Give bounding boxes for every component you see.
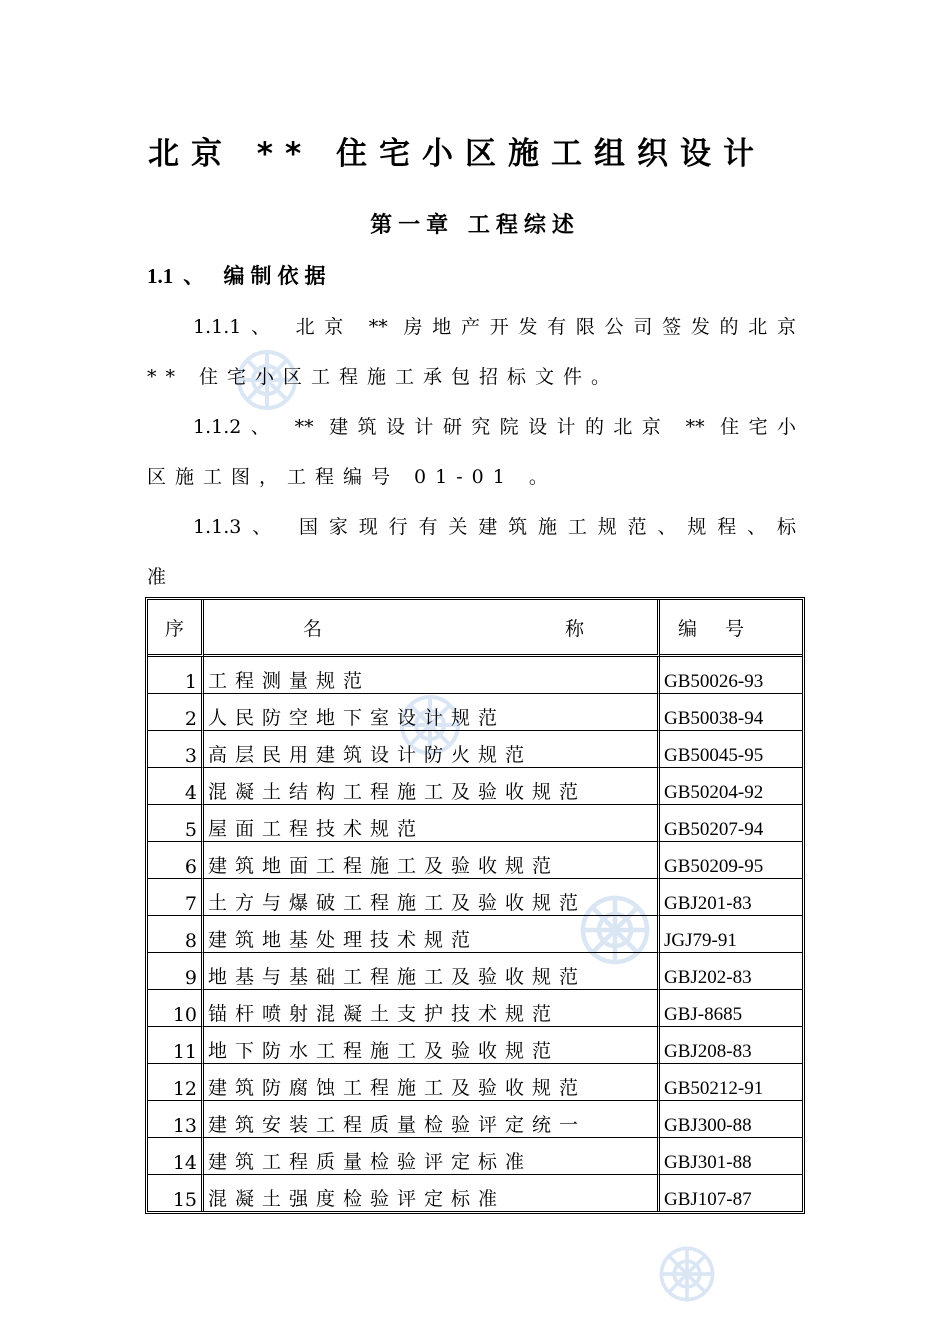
table-row	[148, 990, 802, 1027]
row-code: GBJ208-83	[660, 1027, 802, 1064]
paragraph-3-line-2: 准	[147, 566, 167, 588]
row-code: GB50045-95	[660, 731, 802, 768]
row-code: GBJ201-83	[660, 879, 802, 916]
table-row	[148, 1101, 802, 1138]
row-code: GBJ301-88	[660, 1138, 802, 1175]
row-name: 工程测量规范	[204, 657, 660, 694]
row-name: 地基与基础工程施工及验收规范	[204, 953, 660, 990]
row-seq: 6	[148, 842, 204, 879]
row-name: 建筑防腐蚀工程施工及验收规范	[204, 1064, 660, 1101]
row-seq: 3	[148, 731, 204, 768]
row-seq: 15	[148, 1175, 204, 1211]
row-code: GBJ-8685	[660, 990, 802, 1027]
table-row	[148, 1175, 802, 1211]
row-seq: 11	[148, 1027, 204, 1064]
section-label: 、 编制依据	[183, 264, 332, 288]
header-seq: 序	[148, 600, 204, 657]
paragraph-2-line-2: 区施工图，工程编号 01-01 。	[147, 466, 557, 488]
table-row	[148, 1138, 802, 1175]
paragraph-1-line-2: ** 住宅小区工程施工承包招标文件。	[147, 366, 620, 388]
row-name: 高层民用建筑设计防火规范	[204, 731, 660, 768]
section-number: 1.1	[147, 264, 174, 288]
row-seq: 12	[148, 1064, 204, 1101]
header-code: 编号	[660, 600, 802, 657]
row-seq: 10	[148, 990, 204, 1027]
row-name: 人民防空地下室设计规范	[204, 694, 660, 731]
paragraph-2-line-1: 1.1.2、 ** 建筑设计研究院设计的北京 ** 住宅小	[193, 416, 796, 438]
row-seq: 9	[148, 953, 204, 990]
row-name: 混凝土强度检验评定标准	[204, 1175, 660, 1211]
row-seq: 14	[148, 1138, 204, 1175]
row-name: 建筑地面工程施工及验收规范	[204, 842, 660, 879]
row-code: GB50207-94	[660, 805, 802, 842]
table-header-row	[148, 600, 802, 657]
row-code: GB50204-92	[660, 768, 802, 805]
table-row	[148, 842, 802, 879]
row-name: 混凝土结构工程施工及验收规范	[204, 768, 660, 805]
table-row	[148, 953, 802, 990]
row-code: GB50038-94	[660, 694, 802, 731]
table-row	[148, 805, 802, 842]
row-name: 锚杆喷射混凝土支护技术规范	[204, 990, 660, 1027]
chapter-heading: 第一章 工程综述	[370, 213, 580, 238]
row-seq: 7	[148, 879, 204, 916]
row-seq: 4	[148, 768, 204, 805]
header-name-part-1: 名	[303, 617, 331, 640]
paragraph-3-line-1: 1.1.3、 国家现行有关建筑施工规范、规程、标	[193, 516, 796, 538]
standards-table	[145, 597, 805, 1214]
table-row	[148, 879, 802, 916]
row-code: GBJ202-83	[660, 953, 802, 990]
table-row	[148, 916, 802, 953]
row-seq: 8	[148, 916, 204, 953]
table-row	[148, 1064, 802, 1101]
paragraph-1-line-1: 1.1.1、 北京 ** 房地产开发有限公司签发的北京	[193, 316, 796, 338]
table-row	[148, 694, 802, 731]
document-title: 北京 ** 住宅小区施工组织设计	[148, 136, 767, 172]
table-row	[148, 657, 802, 694]
header-name	[204, 600, 660, 657]
row-seq: 13	[148, 1101, 204, 1138]
row-code: GB50026-93	[660, 657, 802, 694]
row-seq: 2	[148, 694, 204, 731]
row-name: 建筑工程质量检验评定标准	[204, 1138, 660, 1175]
row-name: 屋面工程技术规范	[204, 805, 660, 842]
header-name-part-2: 称	[565, 617, 593, 640]
table-row	[148, 1027, 802, 1064]
row-name: 建筑安装工程质量检验评定统一	[204, 1101, 660, 1138]
row-name: 地下防水工程施工及验收规范	[204, 1027, 660, 1064]
watermark-logo-icon	[655, 1242, 719, 1306]
row-name: 土方与爆破工程施工及验收规范	[204, 879, 660, 916]
row-name: 建筑地基处理技术规范	[204, 916, 660, 953]
row-seq: 5	[148, 805, 204, 842]
table-row	[148, 731, 802, 768]
row-code: GB50209-95	[660, 842, 802, 879]
row-seq: 1	[148, 657, 204, 694]
row-code: GBJ300-88	[660, 1101, 802, 1138]
row-code: GB50212-91	[660, 1064, 802, 1101]
section-heading	[147, 260, 332, 290]
row-code: GBJ107-87	[664, 1189, 752, 1210]
table-row	[148, 768, 802, 805]
row-code: JGJ79-91	[660, 916, 802, 953]
